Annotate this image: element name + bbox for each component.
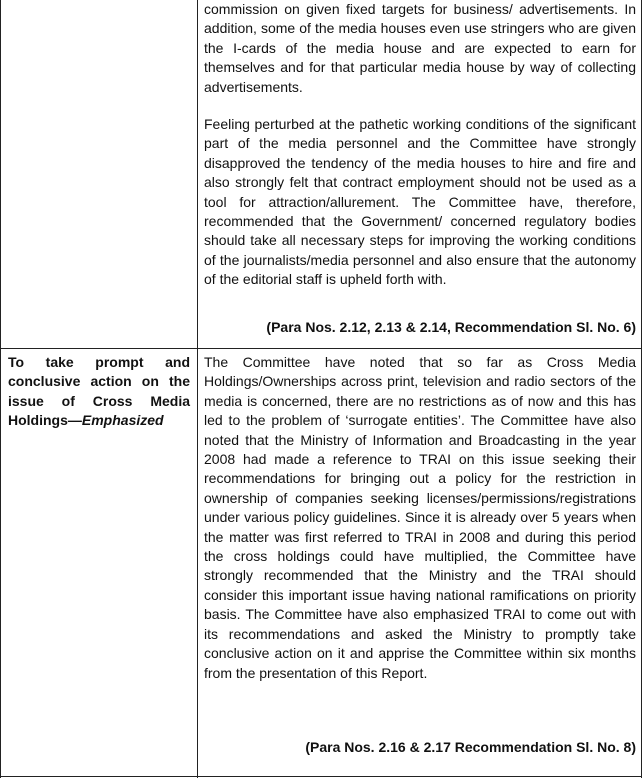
- row-divider: [0, 348, 642, 349]
- column-divider: [197, 0, 198, 778]
- row2-paragraph-1: The Committee have noted that so far as Cross Media Holdings/Ownerships across print, television and radio sectors of the media is concerned, there are no restrictions as of now and this has led to the problem of ‘surrogate entities’. The Committee have also noted that the Ministry of Information and Broadcasting in the year 2008 had made a reference to TRAI on this issue seeking their recommendations for bringing out a policy for the restriction in ownership of companies seeking licenses/permissions/registrations under various policy guidelines. Since it is already over 5 years when the matter was first referred to TRAI in 2008 and during this period the cross holdings could have multiplied, the Committee have strongly recommended that the Ministry and the TRAI should consider this important issue having national ramifications on priority basis. The Committee have also emphasized TRAI to come out with its recommendations and asked the Ministry to promptly take conclusive action on it and apprise the Committee within six months from the presentation of this Report.: [204, 354, 636, 681]
- row1-reference: (Para Nos. 2.12, 2.13 & 2.14, Recommendation Sl. No. 6): [266, 319, 636, 335]
- row1-paragraph-1: commission on given fixed targets for business/ advertisements. In addition, some of the media houses even use stringers who are given the I-cards of the media house and are expected to earn for themselves and for that particular media house by way of collecting advertisements.: [204, 1, 636, 95]
- row2-heading: [8, 353, 190, 431]
- row1-body: [204, 0, 636, 290]
- row2-body: [204, 353, 636, 683]
- row1-paragraph-2: Feeling perturbed at the pathetic working conditions of the significant part of the media personnel and the Committee have strongly disapproved the tendency of the media houses to hire and fire and also strongly felt that contract employment should not be used as a tool for attraction/allurement. The Committee have, therefore, recommended that the Government/ concerned regulatory bodies should take all necessary steps for improving the working conditions of the journalists/media personnel and also ensure that the autonomy of the editorial staff is upheld forth with.: [204, 116, 636, 288]
- row2-reference: (Para Nos. 2.16 & 2.17 Recommendation Sl. No. 8): [305, 739, 636, 755]
- row2-heading-emphasis: Emphasized: [81, 412, 164, 429]
- table-bottom-border: [0, 776, 642, 777]
- row2-heading-text: To take prompt and conclusive action on the issue of Cross Media Holdings—: [8, 354, 190, 429]
- table-left-border: [0, 0, 1, 778]
- table-right-border: [641, 0, 642, 778]
